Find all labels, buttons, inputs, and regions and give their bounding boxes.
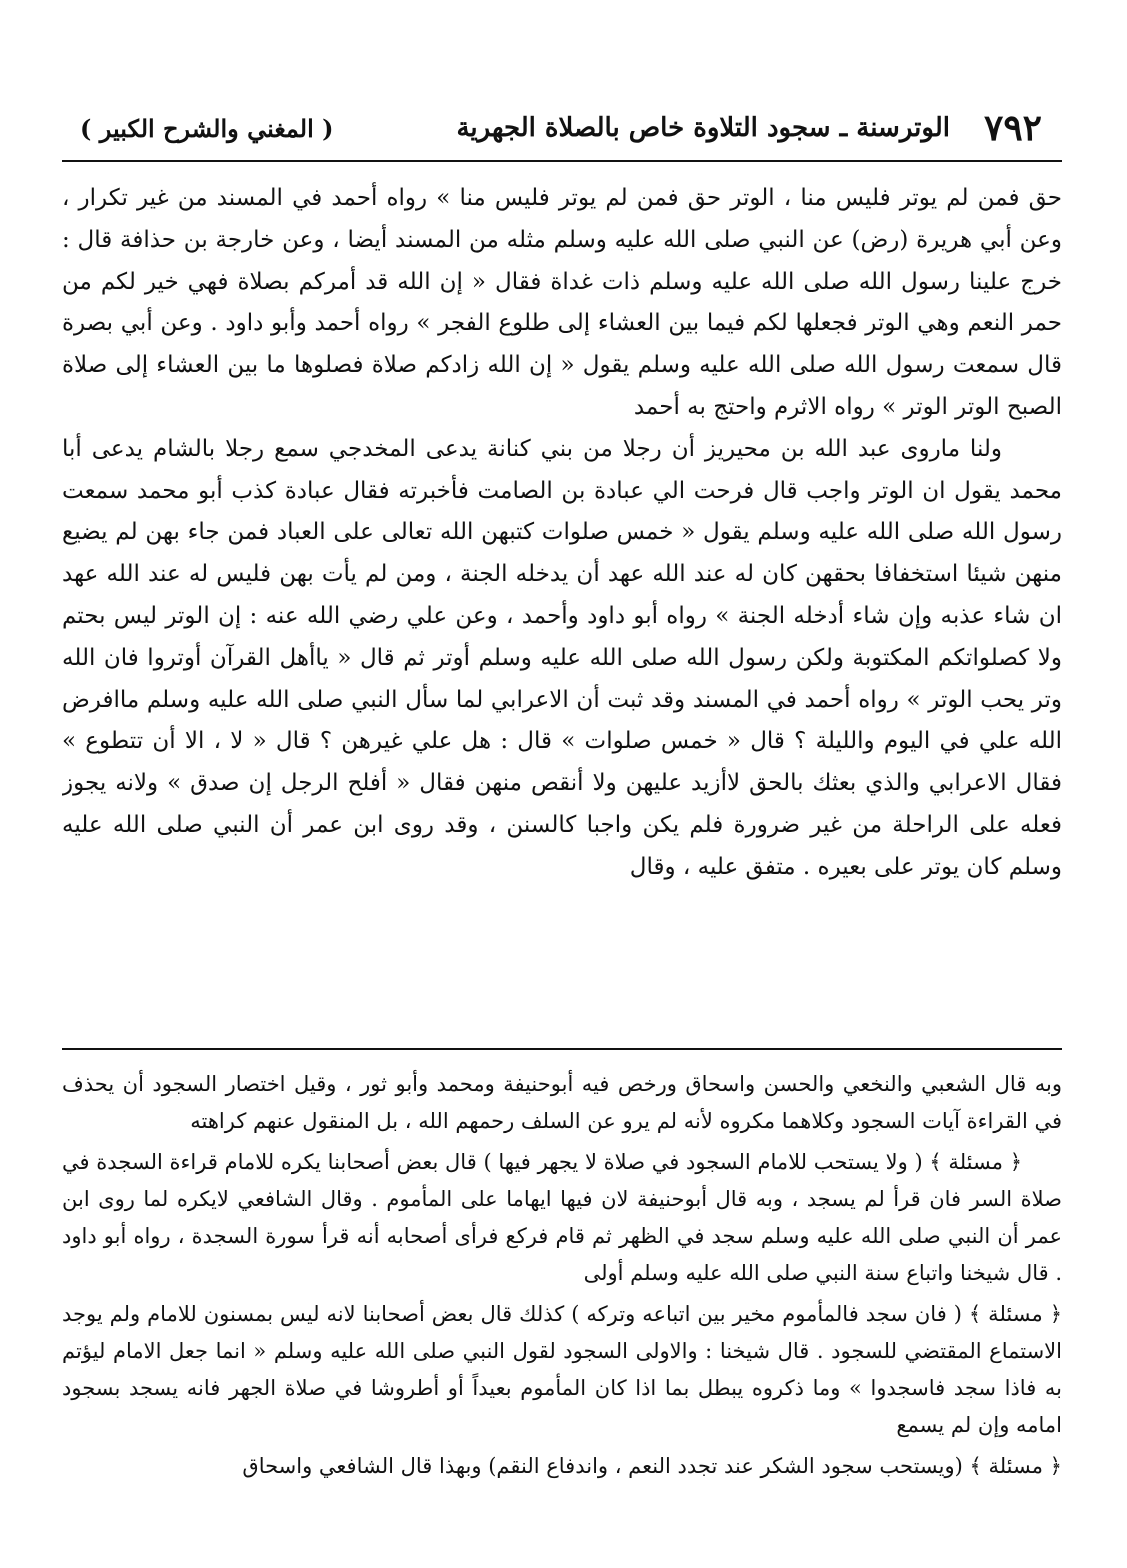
section-title: الوترسنة ـ سجود التلاوة خاص بالصلاة الجهرية: [456, 113, 950, 143]
book-page: [62, 96, 1062, 1516]
book-title: ( المغني والشرح الكبير ): [80, 113, 334, 143]
main-paragraph: حق فمن لم يوتر فليس منا ، الوتر حق فمن لم يوتر فليس منا » رواه أحمد في المسند من غير تكرار ، وعن أبي هريرة (رض) عن النبي صلى الله عليه وسلم مثله من المسند أيضا ، وعن خارجة بن حذافة قال : خرج علينا رسول الله صلى الله عليه وسلم ذات غداة فقال « إن الله قد أمركم بصلاة فهي خير لكم من حمر النعم وهي الوتر فجعلها لكم فيما بين العشاء إلى طلوع الفجر » رواه أحمد وأبو داود . وعن أبي بصرة قال سمعت رسول الله صلى الله عليه وسلم يقول « إن الله زادكم صلاة فصلوها ما بين العشاء إلى صلاة الصبح الوتر الوتر » رواه الاثرم واحتج به أحمد: [62, 185, 1062, 420]
page-header: [62, 96, 1062, 162]
commentary-paragraph: ﴿ مسئلة ﴾ ( فان سجد فالمأموم مخير بين اتباعه وتركه ) كذلك قال بعض أصحابنا لانه ليس بمسنون للامام ولم يوجد الاستماع المقتضي للسجود . قال شيخنا : والاولى السجود لقول النبي صلى الله عليه وسلم « انما جعل الامام ليؤتم به فاذا سجد فاسجدوا » وما ذكروه يبطل بما اذا كان المأموم بعيداً أو أطروشا في صلاة الجهر فانه يسجد بسجود امامه وإن لم يسمع: [62, 1302, 1062, 1437]
commentary-paragraph: ﴿ مسئلة ﴾ (ويستحب سجود الشكر عند تجدد النعم ، واندفاع النقم) وبهذا قال الشافعي واسحاق: [242, 1454, 1062, 1478]
main-text: [62, 178, 1062, 1036]
commentary-paragraph: ﴿ مسئلة ﴾ ( ولا يستحب للامام السجود في صلاة لا يجهر فيها ) قال بعض أصحابنا يكره للامام قراءة السجدة في صلاة السر فان قرأ لم يسجد ، وبه قال أبوحنيفة لان فيها ايهاما على المأموم . وقال الشافعي لايكره لما روى ابن عمر أن النبي صلى الله عليه وسلم سجد في الظهر ثم قام فركع فرأى أصحابه أنه قرأ سورة السجدة ، رواه أبو داود . قال شيخنا واتباع سنة النبي صلى الله عليه وسلم أولى: [62, 1150, 1062, 1285]
page-number: ٧٩٢: [983, 107, 1042, 149]
commentary-text: [62, 1066, 1062, 1506]
footnote-divider: [62, 1048, 1062, 1050]
commentary-paragraph: وبه قال الشعبي والنخعي والحسن واسحاق ورخص فيه أبوحنيفة ومحمد وأبو ثور ، وقيل اختصار السجود أن يحذف في القراءة آيات السجود وكلاهما مكروه لأنه لم يرو عن السلف رحمهم الله ، بل المنقول عنهم كراهته: [62, 1072, 1062, 1133]
main-paragraph: ولنا ماروى عبد الله بن محيريز أن رجلا من بني كنانة يدعى المخدجي سمع رجلا بالشام يدعى أبا محمد يقول ان الوتر واجب قال فرحت الي عبادة بن الصامت فأخبرته فقال عبادة كذب أبو محمد سمعت رسول الله صلى الله عليه وسلم يقول « خمس صلوات كتبهن الله تعالى على العباد فمن جاء بهن لم يضيع منهن شيئا استخفافا بحقهن كان له عند الله عهد أن يدخله الجنة ، ومن لم يأت بهن فليس له عند الله عهد ان شاء عذبه وإن شاء أدخله الجنة » رواه أبو داود وأحمد ، وعن علي رضي الله عنه : إن الوتر ليس بحتم ولا كصلواتكم المكتوبة ولكن رسول الله صلى الله عليه وسلم أوتر ثم قال « ياأهل القرآن أوتروا فان الله وتر يحب الوتر » رواه أحمد في المسند وقد ثبت أن الاعرابي لما سأل النبي صلى الله عليه وسلم ماافرض الله علي في اليوم والليلة ؟ قال « خمس صلوات » قال : هل علي غيرهن ؟ قال « لا ، الا أن تتطوع » فقال الاعرابي والذي بعثك بالحق لاأزيد عليهن ولا أنقص منهن فقال « أفلح الرجل إن صدق » ولانه يجوز فعله على الراحلة من غير ضرورة فلم يكن واجبا كالسنن ، وقد روى ابن عمر أن النبي صلى الله عليه وسلم كان يوتر على بعيره . متفق عليه ، وقال: [62, 435, 1062, 880]
